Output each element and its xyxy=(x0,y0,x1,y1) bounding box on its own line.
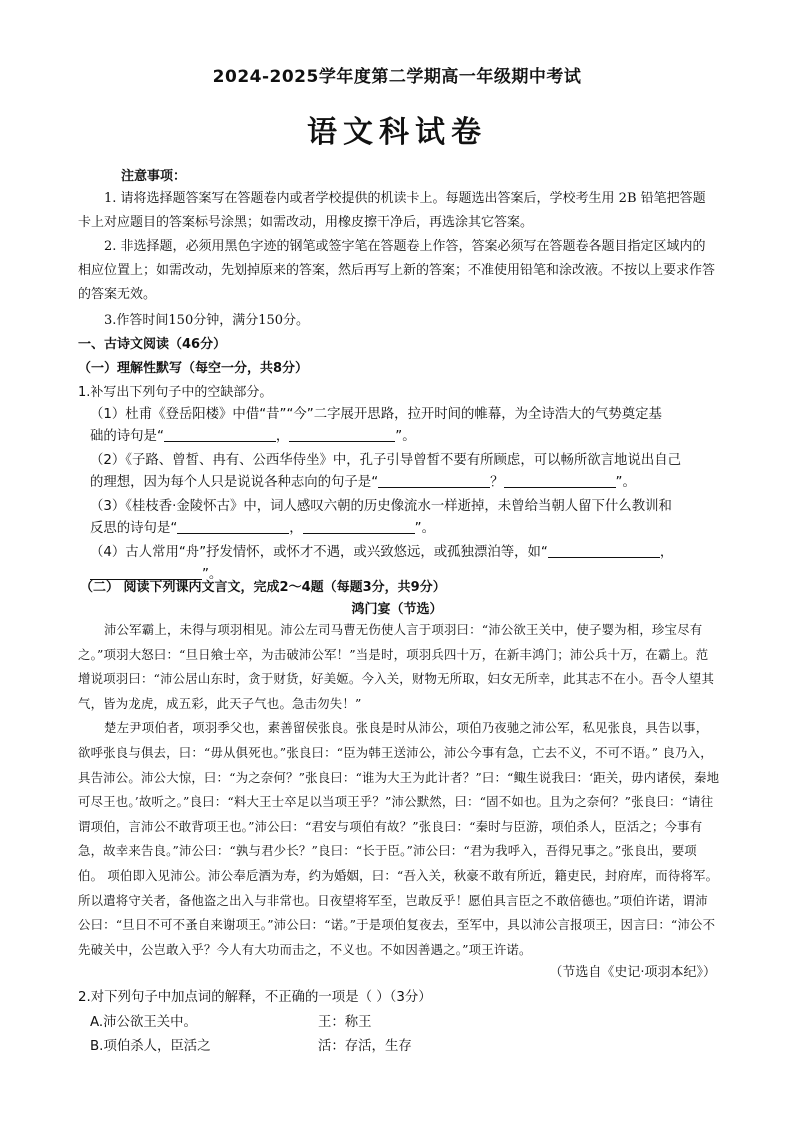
part2-heading: （二） 阅读下列课内文言文，完成2～4题（每题3分，共9分） xyxy=(80,580,446,595)
notes-heading: 注意事项： xyxy=(121,169,187,184)
answer-blank[interactable] xyxy=(164,427,276,442)
q2-option-a[interactable]: A.沛公欲王关中。 xyxy=(90,1015,197,1030)
notes-block xyxy=(78,187,718,307)
q1-item-1: （1）杜甫《登岳阳楼》中借“昔”“今”二字展开思路，拉开时间的帷幕，为全诗浩大的气势奠定基 础的诗句是“ ， ”。 xyxy=(90,407,662,444)
passage-title: 鸿门宴（节选） xyxy=(351,602,443,617)
answer-blank[interactable] xyxy=(303,519,415,534)
q2-option-b[interactable]: B.项伯杀人，臣活之 xyxy=(90,1039,211,1054)
answer-blank[interactable] xyxy=(548,543,660,558)
q2-stem: 2.对下列句子中加点词的解释，不正确的一项是（ ）（3分） xyxy=(78,990,432,1005)
passage-source: （节选自《史记·项羽本纪》） xyxy=(549,965,716,980)
q2-option-b-meaning: 活：存活，生存 xyxy=(318,1039,412,1054)
passage-paragraph-1: 沛公军霸上，未得与项羽相见。沛公左司马曹无伤使人言于项羽曰：“沛公欲王关中，使子婴为相，珍宝尽有之。”项羽大怒曰：“旦日飨士卒，为击破沛公军！”当是时，项羽兵四十万，在新丰鸿门；沛公兵十万，在霸上。范增说项羽曰：“沛公居山东时，贪于财货，好美姬。今入关，财物无所取，妇女无所幸，此其志不在小。吾令人望其气，皆为龙虎，成五彩，此天子气也。急击勿失！” xyxy=(78,622,715,711)
note-item-2: 2. 非选择题，必须用黑色字迹的钢笔或签字笔在答题卷上作答，答案必须写在答题卷各题目指定区域内的相应位置上；如需改动，先划掉原来的答案，然后再写上新的答案；不准使用铅笔和涂改液。不按以上要求作答的答案无效。 xyxy=(78,239,716,302)
answer-blank[interactable] xyxy=(504,473,616,488)
q1-item-3: （3）《桂枝香·金陵怀古》中，词人感叹六朝的历史像流水一样逝掉，未曾给当朝人留下什么教训和 反思的诗句是“ ， ”。 xyxy=(90,499,672,536)
passage-text xyxy=(78,618,720,962)
note-item-1: 1. 请将选择题答案写在答题卷内或者学校提供的机读卡上。每题选出答案后，学校考生用 2B 铅笔把答题卡上对应题目的答案标号涂黑；如需改动，用橡皮擦干净后，再选涂其它答案。 xyxy=(78,191,706,230)
subject-title: 语文科试卷 xyxy=(307,115,487,150)
q1-item-2: （2）《子路、曾皙、冉有、公西华侍坐》中，孔子引导曾皙不要有所顾虑，可以畅所欲言地说出自己 的理想，因为每个人只是说说各种志向的句子是“ ？ ”。 xyxy=(90,453,682,490)
answer-blank[interactable] xyxy=(289,427,395,442)
part1-heading: （一）理解性默写（每空一分，共8分） xyxy=(78,361,309,376)
q1-stem: 1.补写出下列句子中的空缺部分。 xyxy=(78,385,273,400)
q2-option-a-meaning: 王：称王 xyxy=(318,1015,372,1030)
section-heading: 一、古诗文阅读（46分） xyxy=(78,337,227,352)
q1-items xyxy=(78,404,718,588)
passage-paragraph-2: 楚左尹项伯者，项羽季父也，素善留侯张良。张良是时从沛公，项伯乃夜驰之沛公军，私见张良，具告以事，欲呼张良与俱去，曰：“毋从俱死也。”张良曰：“臣为韩王送沛公，沛公今事有急，亡去不义，不可不语。” 良乃入，具告沛公。沛公大惊，曰：“为之奈何？”张良曰：“谁为大王为此计者？”曰：“鲰生说我曰：‘距关，毋内诸侯，秦地可尽王也。’故听之。”良曰：“料大王士卒足以当项王乎？”沛公默然，曰：“固不如也。且为之奈何？”张良曰：“请往谓项伯，言沛公不敢背项王也。”沛公曰：“君安与项伯有故？”张良曰：“秦时与臣游，项伯杀人，臣活之；今事有急，故幸来告良。”沛公曰：“孰与君少长？”良曰：“长于臣。”沛公曰：“君为我呼入，吾得兄事之。”张良出，要项伯。 项伯即入见沛公。沛公奉卮酒为寿，约为婚姻，曰：“吾入关，秋豪不敢有所近，籍吏民，封府库，而待将军。所以遣将守关者，备他盗之出入与非常也。日夜望将军至，岂敢反乎！愿伯具言臣之不敢倍德也。”项伯许诺，谓沛公曰：“旦日不可不蚤自来谢项王。”沛公曰：“诺。”于是项伯复夜去，至军中，具以沛公言报项王，因言曰：“沛公不先破关中，公岂敢入乎？今人有大功而击之，不义也。不如因善遇之。”项王许诺。 xyxy=(78,720,720,957)
exam-title: 2024-2025学年度第二学期高一年级期中考试 xyxy=(212,67,582,87)
q1-item-4: （4）古人常用“舟”抒发情怀，或怀才不遇，或兴致悠远，或孤独漂泊等，如“ ， ”。 xyxy=(90,545,674,582)
note-item-3: 3.作答时间150分钟，满分150分。 xyxy=(104,313,310,328)
answer-blank[interactable] xyxy=(378,473,490,488)
answer-blank[interactable] xyxy=(177,519,289,534)
